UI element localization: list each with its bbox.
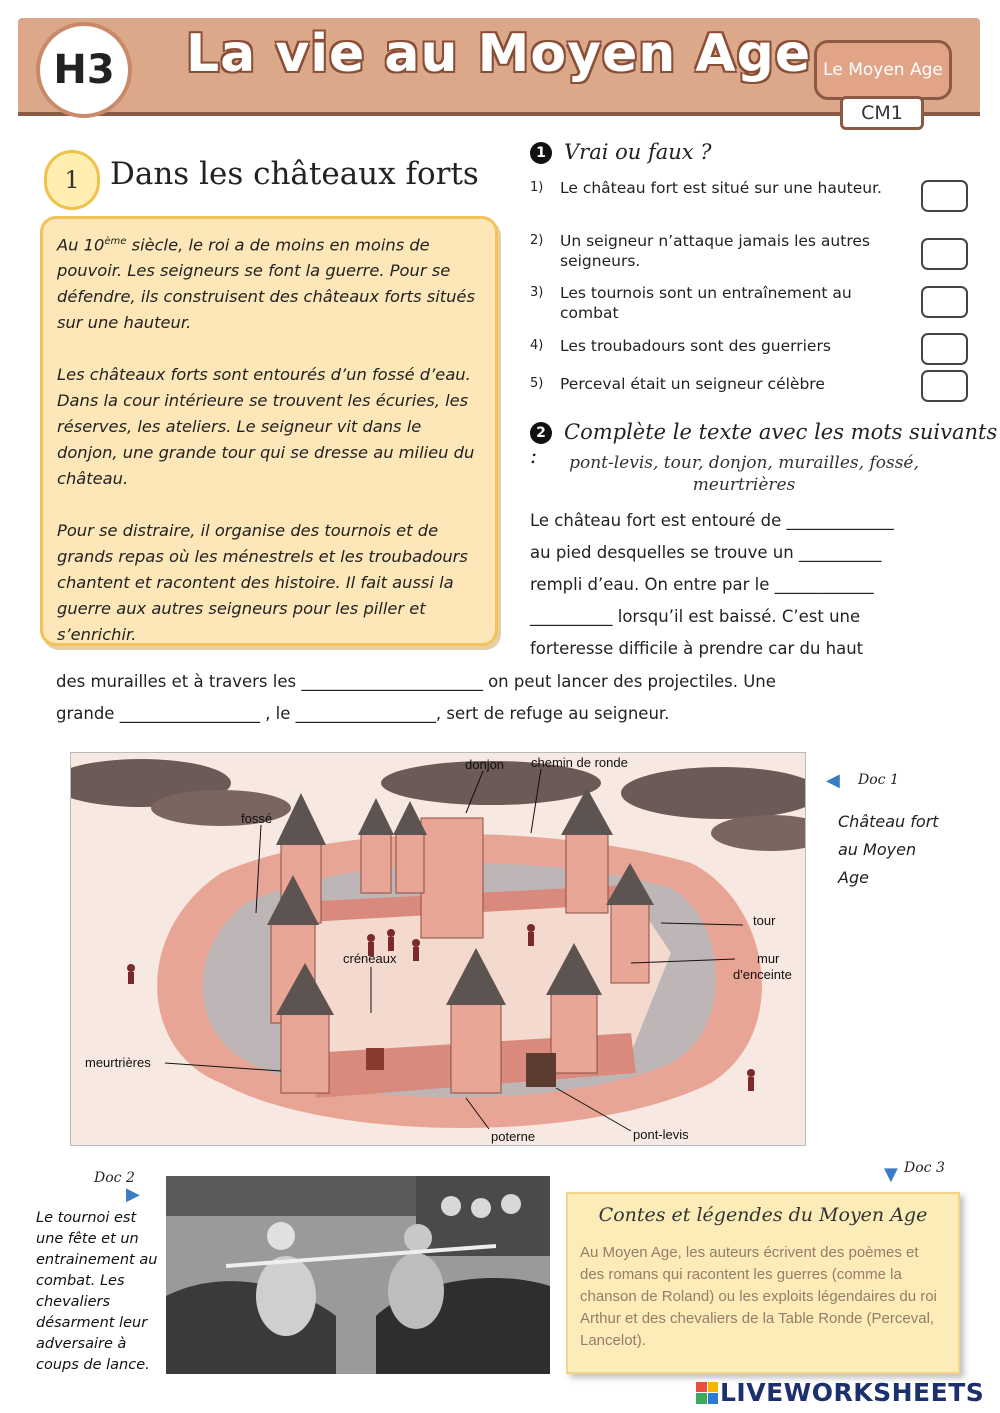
answer-box-4[interactable] bbox=[921, 333, 968, 365]
level-badge: CM1 bbox=[840, 96, 924, 130]
exercise-1-title: 1 Vrai ou faux ? bbox=[530, 140, 712, 164]
label-pont-levis: pont-levis bbox=[633, 1127, 689, 1142]
fill-line[interactable]: __________ lorsqu’il est baissé. C’est une bbox=[530, 607, 861, 626]
section-number-badge: 1 bbox=[44, 150, 100, 210]
label-poterne: poterne bbox=[491, 1129, 536, 1144]
label-meurtrieres: meurtrières bbox=[85, 1055, 151, 1070]
lesson-paragraph-2: Les châteaux forts sont entourés d’un fossé d’eau. Dans la cour intérieure se trouvent les écuries, les réserves, les ateliers. Le seigneur vit dans le donjon, une grande tour qui se dresse au milieu du château. bbox=[57, 365, 475, 489]
doc2-tag: Doc 2 bbox=[94, 1170, 135, 1186]
answer-box-3[interactable] bbox=[921, 286, 968, 318]
legends-text: Au Moyen Age, les auteurs écrivent des poèmes et des romans qui racontent les guerres (comme la chanson de Roland) ou les exploits légendaires du roi Arthur et des chevaliers de la Table Ronde (Perceval, Lancelot). bbox=[580, 1244, 937, 1349]
legends-card bbox=[566, 1192, 960, 1374]
tournament-image bbox=[166, 1176, 550, 1374]
fill-line[interactable]: des murailles et à travers les ______________________ on peut lancer des projectiles. Une bbox=[56, 672, 776, 691]
label-mur: mur bbox=[757, 951, 780, 966]
true-false-item: 2) Un seigneur n’attaque jamais les autres seigneurs. bbox=[530, 232, 870, 270]
label-chemin-de-ronde: chemin de ronde bbox=[531, 755, 628, 770]
label-fosse: fossé bbox=[241, 811, 273, 826]
answer-box-5[interactable] bbox=[921, 370, 968, 402]
true-false-item: 1) Le château fort est situé sur une hauteur. bbox=[530, 179, 882, 197]
fill-line[interactable]: Le château fort est entouré de _____________ bbox=[530, 511, 894, 530]
exercise-1-bullet: 1 bbox=[530, 142, 552, 164]
word-bank: pont-levis, tour, donjon, murailles, fossé, meurtrières bbox=[569, 453, 919, 495]
label-donjon: donjon bbox=[465, 757, 505, 772]
liveworksheets-mark-icon bbox=[696, 1382, 718, 1404]
exercise-2-bullet: 2 bbox=[530, 422, 552, 444]
lesson-text-card bbox=[40, 216, 498, 646]
answer-box-1[interactable] bbox=[921, 180, 968, 212]
fill-line: forteresse difficile à prendre car du haut bbox=[530, 639, 864, 658]
label-creneaux: créneaux bbox=[343, 951, 397, 966]
true-false-item: 4) Les troubadours sont des guerriers bbox=[530, 337, 831, 355]
section-title: Dans les châteaux forts bbox=[110, 156, 479, 192]
liveworksheets-logo: LIVEWORKSHEETS bbox=[696, 1378, 984, 1407]
exercise-2-title: 2 Complète le texte avec les mots suivants : bbox=[530, 420, 998, 468]
true-false-item: 5) Perceval était un seigneur célèbre bbox=[530, 375, 825, 393]
lesson-paragraph-3: Pour se distraire, il organise des tournois et de grands repas où les ménestrels et les troubadours chantent et racontent des histoire. Il fait aussi la guerre aux autres seigneurs pour les piller et s’enrichir. bbox=[57, 521, 468, 645]
label-tour: tour bbox=[753, 913, 776, 928]
fill-in-text bbox=[530, 505, 960, 665]
fill-line[interactable]: rempli d’eau. On entre par le ____________ bbox=[530, 575, 874, 594]
answer-box-2[interactable] bbox=[921, 238, 968, 270]
fill-line[interactable]: grande _________________ , le _________________, sert de refuge au seigneur. bbox=[56, 704, 670, 723]
header-underline bbox=[18, 112, 980, 116]
doc3-tag: Doc 3 bbox=[904, 1160, 945, 1176]
true-false-item: 3) Les tournois sont un entraînement au combat bbox=[530, 284, 852, 322]
doc1-caption: Château fort au Moyen Age bbox=[838, 812, 939, 887]
topic-badge: Le Moyen Age bbox=[814, 40, 952, 100]
lesson-paragraph-1: Au 10ème siècle, le roi a de moins en moins de pouvoir. Les seigneurs se font la guerre. Pour se défendre, ils construisent des châteaux forts situés sur une hauteur. bbox=[57, 235, 475, 333]
label-enceinte: d'enceinte bbox=[733, 967, 792, 982]
doc3-arrow-icon: ▼ bbox=[884, 1164, 898, 1185]
doc1-arrow-icon: ◀ bbox=[826, 770, 840, 791]
castle-illustration bbox=[70, 752, 806, 1146]
page-title: La vie au Moyen Age bbox=[186, 24, 812, 84]
legends-title: Contes et légendes du Moyen Age bbox=[598, 1204, 928, 1226]
doc2-arrow-icon: ▶ bbox=[126, 1184, 140, 1205]
fill-line[interactable]: au pied desquelles se trouve un __________ bbox=[530, 543, 882, 562]
doc1-tag: Doc 1 bbox=[858, 772, 899, 788]
doc2-caption: Le tournoi est une fête et un entrainement au combat. Les chevaliers désarment leur adversaire à coups de lance. bbox=[36, 1210, 158, 1373]
lesson-code-badge: H3 bbox=[36, 22, 132, 118]
